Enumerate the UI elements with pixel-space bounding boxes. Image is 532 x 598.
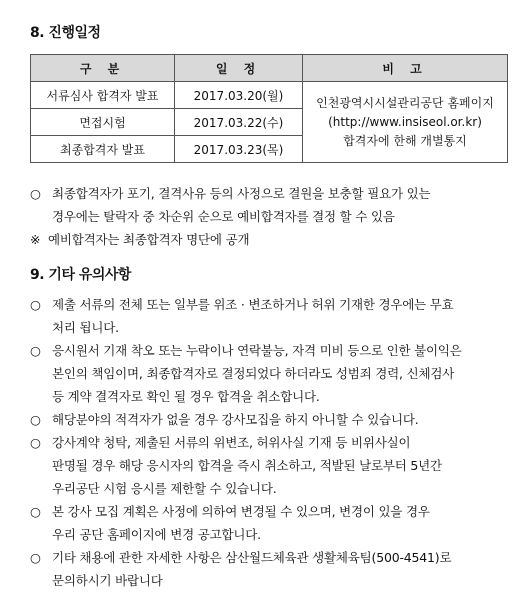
- bullet-symbol: ○: [30, 504, 41, 519]
- list-item-line: 기타 채용에 관한 자세한 사항은 삼산월드체육관 생활체육팀(500-4541)로: [52, 550, 452, 565]
- remark-line: 합격자에 한해 개별통지: [343, 133, 467, 148]
- list-item-line: 우리 공단 홈페이지에 변경 공고합니다.: [52, 527, 261, 542]
- bullet-symbol: ○: [30, 343, 41, 358]
- remark-url: (http://www.insiseol.or.kr): [328, 114, 482, 129]
- bullet-symbol: ○: [30, 186, 41, 201]
- section-8-reference: [30, 228, 510, 251]
- list-item-line: 본인의 책임이며, 최종합격자로 결정되었다 하더라도 성범죄 경력, 신체검사: [52, 366, 455, 381]
- row-date: 2017.03.22(수): [175, 109, 303, 136]
- list-item-line: 응시원서 기재 착오 또는 누락이나 연락불능, 자격 미비 등으로 인한 불이익은: [52, 343, 462, 358]
- list-item-line: 우리공단 시험 응시를 제한할 수 있습니다.: [52, 481, 277, 496]
- section-8-title: 8. 진행일정: [30, 25, 101, 41]
- remark-line: 인천광역시시설관리공단 홈페이지: [316, 95, 494, 110]
- row-item: 서류심사 합격자 발표: [31, 82, 175, 109]
- table-row: [31, 82, 508, 109]
- list-item-line: 처리 됩니다.: [52, 320, 119, 335]
- list-item-line: 판명될 경우 해당 응시자의 합격을 즉시 취소하고, 적발된 날로부터 5년간: [52, 458, 442, 473]
- reference-text: 예비합격자는 최종합격자 명단에 공개: [48, 232, 250, 247]
- list-item-line: 제출 서류의 전체 또는 일부를 위조 · 변조하거나 허위 기재한 경우에는 무효: [52, 297, 454, 312]
- list-item: [30, 408, 510, 431]
- reference-symbol: ※: [30, 232, 41, 247]
- col-header-category: 구 분: [31, 55, 175, 82]
- list-item-line: 본 강사 모집 계획은 사정에 의하여 변경될 수 있으며, 변경이 있을 경우: [52, 504, 430, 519]
- col-header-schedule: 일 정: [175, 55, 303, 82]
- bullet-symbol: ○: [30, 412, 41, 427]
- list-item: [30, 293, 510, 339]
- note-line: 경우에는 탈락자 중 차순위 순으로 예비합격자를 결정 할 수 있음: [52, 209, 395, 224]
- col-header-remark: 비 고: [303, 55, 508, 82]
- list-item: [30, 431, 510, 500]
- table-header-row: [31, 55, 508, 82]
- list-item: [30, 500, 510, 546]
- schedule-table: [30, 54, 508, 163]
- row-item: 면접시험: [31, 109, 175, 136]
- list-item-line: 강사계약 청탁, 제출된 서류의 위변조, 허위사실 기재 등 비위사실이: [52, 435, 411, 450]
- bullet-symbol: ○: [30, 297, 41, 312]
- bullet-symbol: ○: [30, 435, 41, 450]
- bullet-symbol: ○: [30, 550, 41, 565]
- row-date: 2017.03.23(목): [175, 136, 303, 163]
- note-line: 최종합격자가 포기, 결격사유 등의 사정으로 결원을 보충할 필요가 있는: [52, 186, 431, 201]
- section-8-note: [30, 182, 510, 228]
- row-item: 최종합격자 발표: [31, 136, 175, 163]
- list-item: [30, 339, 510, 408]
- remark-cell: [303, 82, 508, 163]
- list-item-line: 등 계약 결격자로 확인 될 경우 합격을 취소합니다.: [52, 389, 320, 404]
- section-9-title: 9. 기타 유의사항: [30, 267, 131, 283]
- list-item: [30, 546, 510, 592]
- row-date: 2017.03.20(월): [175, 82, 303, 109]
- list-item-line: 문의하시기 바랍니다: [52, 573, 163, 588]
- section-9-list: [30, 293, 510, 592]
- list-item-line: 해당분야의 적격자가 없을 경우 강사모집을 하지 아니할 수 있습니다.: [52, 412, 419, 427]
